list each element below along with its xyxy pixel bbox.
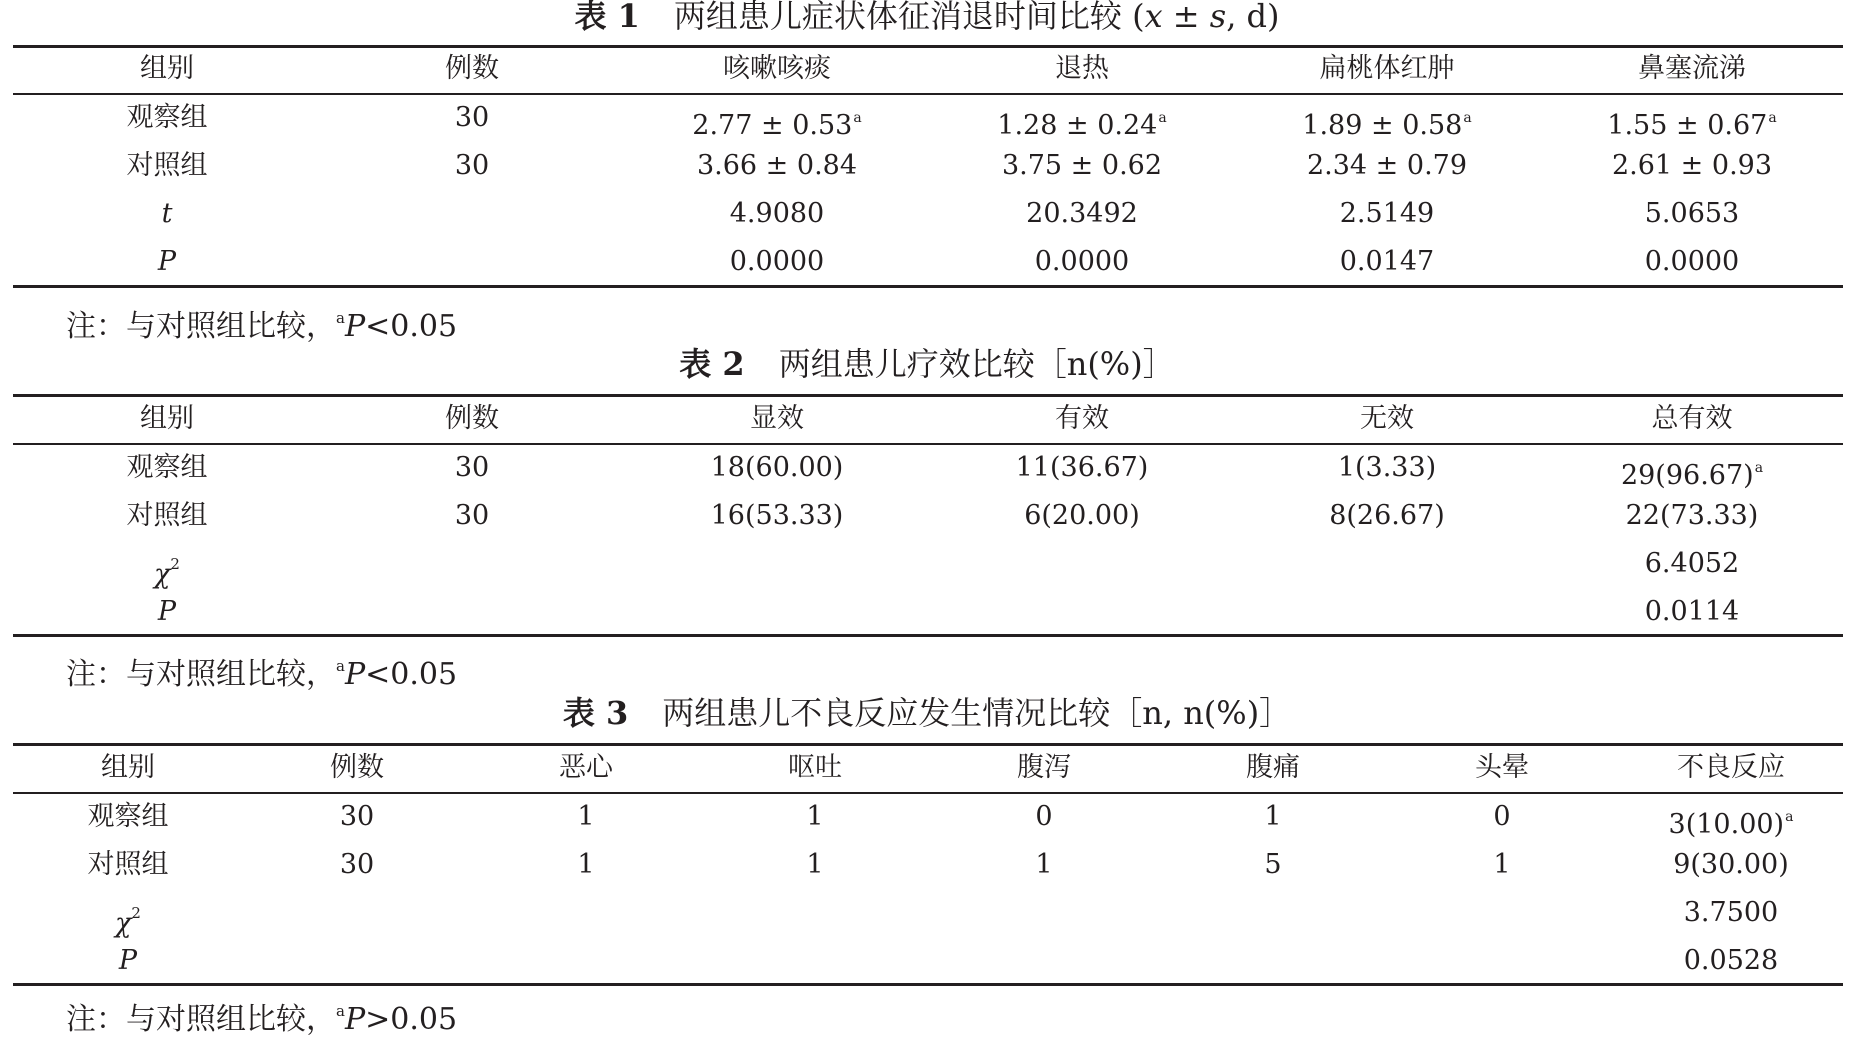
table2-cell: 8(26.67)	[1329, 500, 1445, 531]
table3-caption	[0, 693, 1854, 733]
table2-header-cell: 例数	[445, 403, 499, 434]
table1-cell: 2.61 ± 0.93	[1611, 150, 1773, 181]
table3-cell-n: 30	[339, 849, 375, 880]
table2-title: 两组患儿疗效比较［n(%)］	[778, 345, 1175, 383]
table3-cell: 3.7500	[1683, 897, 1779, 928]
table1-cell: 0.0000	[1034, 246, 1130, 277]
table3-bottom-rule	[13, 983, 1843, 986]
table3-header-cell: 呕吐	[788, 752, 842, 783]
table-row	[0, 937, 1854, 985]
table-row	[0, 889, 1854, 937]
table2-cell: 1(3.33)	[1337, 452, 1437, 483]
table3-cell: 9(30.00)	[1673, 849, 1789, 880]
table1-cell: 20.3492	[1026, 198, 1138, 229]
table2-cell-n: 30	[454, 452, 490, 483]
table-row	[0, 142, 1854, 190]
table2-cell-stat-p: P	[157, 596, 177, 627]
table1-cell-group: 观察组	[126, 102, 208, 133]
superscript-a: a	[1463, 110, 1472, 126]
table1-cell-stat-p: P	[157, 246, 177, 277]
table3-note: 注：与对照组比较，$^a$P>0.05	[66, 1002, 458, 1037]
table1-header-cell: 咳嗽咳痰	[723, 53, 831, 84]
table1-cell-n: 30	[454, 150, 490, 181]
table2-cell-group: 对照组	[126, 500, 208, 531]
table-row	[0, 190, 1854, 238]
table1-header-cell: 例数	[445, 53, 499, 84]
table2-header-cell: 无效	[1360, 403, 1414, 434]
table1-title: 两组患儿症状体征消退时间比较	[673, 0, 1122, 35]
table1-cell-n: 30	[454, 102, 490, 133]
table3-header-cell: 不良反应	[1677, 752, 1785, 783]
table1-cell: 2.5149	[1339, 198, 1435, 229]
superscript-a: a	[1158, 110, 1167, 126]
table1-number: 表 1	[574, 0, 640, 35]
table3-cell: 5	[1264, 849, 1282, 880]
table1-header-row	[0, 45, 1854, 93]
table3-header-cell: 头晕	[1475, 752, 1529, 783]
table3-header-cell: 腹泻	[1017, 752, 1071, 783]
table1-cell: 1.89 ± 0.58$^a$	[1302, 110, 1472, 141]
table1-cell: 3.66 ± 0.84	[696, 150, 858, 181]
table2-note: 注：与对照组比较，$^a$P<0.05	[66, 657, 458, 692]
table-row	[0, 444, 1854, 492]
table3-cell: 1	[806, 801, 824, 832]
table2-cell: 0.0114	[1644, 596, 1740, 627]
table1-cell-stat-t: t	[161, 198, 173, 229]
table3-cell-group: 观察组	[87, 801, 169, 832]
table-row	[0, 793, 1854, 841]
table1-cell: 1.55 ± 0.67$^a$	[1607, 110, 1777, 141]
table1-title-xbar: $\overline{x}$	[1144, 0, 1163, 35]
table3-cell: 1	[806, 849, 824, 880]
table1-cell-group: 对照组	[126, 150, 208, 181]
table1-header-cell: 鼻塞流涕	[1638, 53, 1746, 84]
table1-cell: 4.9080	[729, 198, 825, 229]
table3-cell: $3(10.00)^a$	[1668, 809, 1794, 840]
table2-cell-stat-chi2: $\chi^2$	[154, 555, 180, 590]
table1-note: 注：与对照组比较，$^a$P<0.05	[66, 309, 458, 344]
table1-cell: 5.0653	[1644, 198, 1740, 229]
table-row	[0, 841, 1854, 889]
superscript-a: a	[1754, 460, 1764, 476]
table1-cell: 0.0000	[1644, 246, 1740, 277]
table3-number: 表 3	[562, 694, 629, 732]
table3-header-cell: 组别	[101, 752, 155, 783]
table2-cell-n: 30	[454, 500, 490, 531]
table3-cell: 0	[1035, 801, 1053, 832]
table1-caption: 表 1 两组患儿症状体征消退时间比较 ($\overline{x} \pm s$, d)	[0, 0, 1854, 36]
table3-cell: 1	[1035, 849, 1053, 880]
table3-header-row	[0, 744, 1854, 792]
table3-cell: 0	[1493, 801, 1511, 832]
table1-header-cell: 组别	[140, 53, 194, 84]
table-row	[0, 238, 1854, 286]
table2-caption	[0, 344, 1854, 384]
table1-cell: 2.34 ± 0.79	[1306, 150, 1468, 181]
table1-header-cell: 退热	[1055, 53, 1109, 84]
table2-header-row	[0, 395, 1854, 443]
table2-cell: 18(60.00)	[710, 452, 844, 483]
table-row	[0, 94, 1854, 142]
table3-cell: 0.0528	[1683, 945, 1779, 976]
table3-cell: 1	[577, 849, 595, 880]
table2-bottom-rule	[13, 634, 1843, 637]
superscript-a: a	[853, 110, 862, 126]
table2-header-cell: 有效	[1055, 403, 1109, 434]
table2-number: 表 2	[679, 345, 745, 383]
table2-cell: 6(20.00)	[1024, 500, 1140, 531]
table2-header-cell: 组别	[140, 403, 194, 434]
table3-cell: 1	[577, 801, 595, 832]
table1-cell: 0.0000	[729, 246, 825, 277]
table2-header-cell: 总有效	[1651, 403, 1733, 434]
table2-cell: 16(53.33)	[710, 500, 844, 531]
table3-cell-n: 30	[339, 801, 375, 832]
table2-cell-group: 观察组	[126, 452, 208, 483]
table1-header-cell: 扁桃体红肿	[1319, 53, 1455, 84]
table-row	[0, 492, 1854, 540]
table3-header-cell: 腹痛	[1246, 752, 1300, 783]
superscript-a: a	[1768, 110, 1777, 126]
table2-cell: 6.4052	[1644, 548, 1740, 579]
table2-header-cell: 显效	[750, 403, 804, 434]
table1-cell: 2.77 ± 0.53$^a$	[692, 110, 862, 141]
table3-cell-stat-p: P	[118, 945, 138, 976]
table2-cell: $29(96.67)^a$	[1620, 460, 1764, 491]
table3-title: 两组患儿不良反应发生情况比较［n, n(%)］	[662, 694, 1292, 732]
table-row	[0, 588, 1854, 636]
table1-cell: 3.75 ± 0.62	[1001, 150, 1163, 181]
table2-cell: 22(73.33)	[1625, 500, 1759, 531]
table1-bottom-rule	[13, 285, 1843, 288]
table3-cell: 1	[1493, 849, 1511, 880]
table1-cell: 1.28 ± 0.24$^a$	[997, 110, 1167, 141]
table3-header-cell: 例数	[330, 752, 384, 783]
table3-cell-group: 对照组	[87, 849, 169, 880]
table3-header-cell: 恶心	[559, 752, 613, 783]
table2-cell: 11(36.67)	[1015, 452, 1149, 483]
table1-cell: 0.0147	[1339, 246, 1435, 277]
table3-cell-stat-chi2: $\chi^2$	[115, 904, 141, 939]
table3-cell: 1	[1264, 801, 1282, 832]
table-row	[0, 540, 1854, 588]
superscript-a: a	[1785, 809, 1794, 825]
